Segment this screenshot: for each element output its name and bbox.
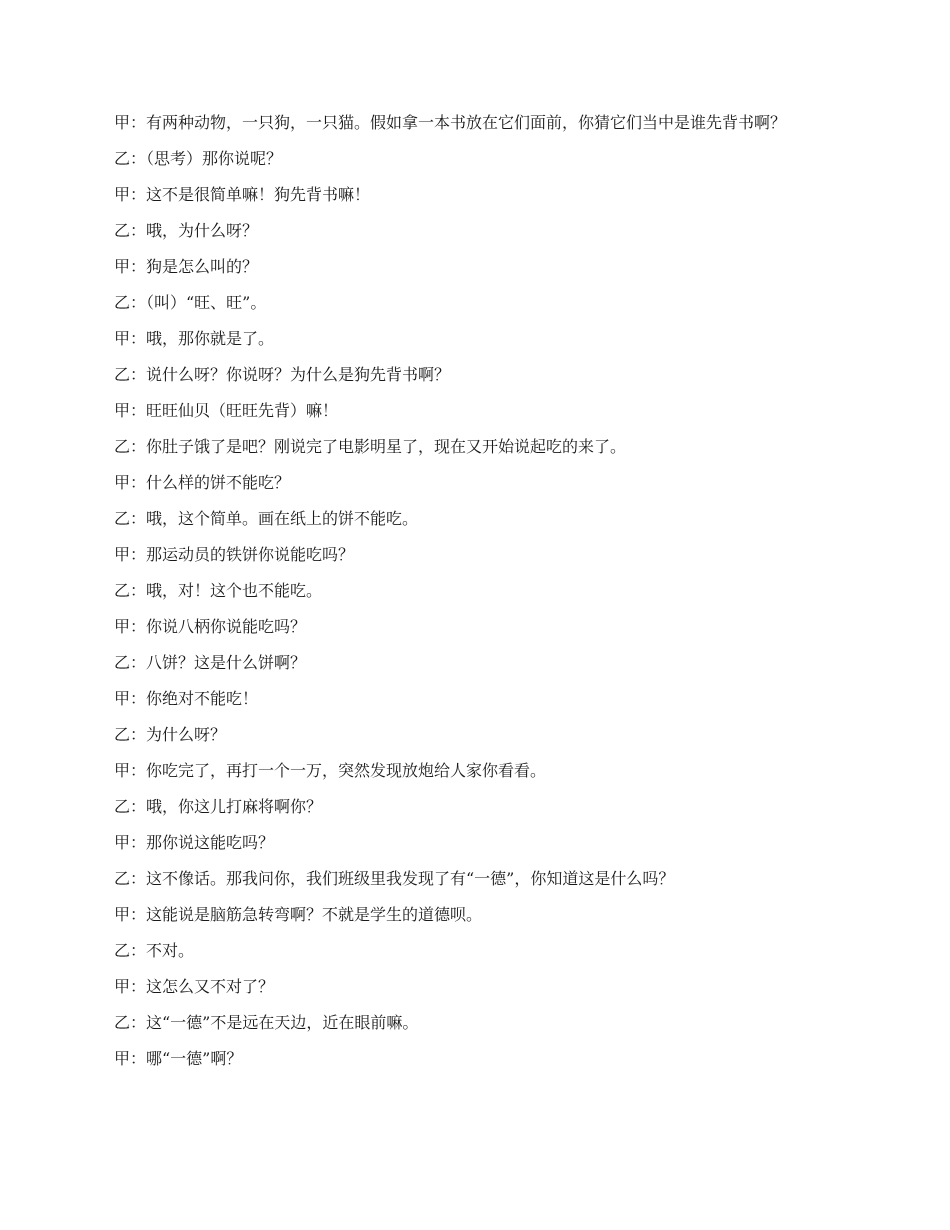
dialogue-line: 甲：你吃完了，再打一个一万，突然发现放炮给人家你看看。 — [114, 761, 547, 780]
dialogue-line: 甲：什么样的饼不能吃？ — [114, 473, 291, 492]
dialogue-line: 甲：这怎么又不对了？ — [114, 977, 275, 996]
dialogue-line: 甲：这不是很简单嘛！狗先背书嘛！ — [114, 185, 371, 204]
dialogue-line: 甲：你绝对不能吃！ — [114, 689, 259, 708]
dialogue-line: 乙：不对。 — [114, 941, 195, 960]
dialogue-line: 甲：旺旺仙贝（旺旺先背）嘛！ — [114, 401, 339, 420]
dialogue-line: 乙：八饼？这是什么饼啊？ — [114, 653, 307, 672]
dialogue-line: 甲：哦，那你就是了。 — [114, 329, 275, 348]
dialogue-line: 乙：哦，这个简单。画在纸上的饼不能吃。 — [114, 509, 419, 528]
dialogue-line: 甲：有两种动物，一只狗，一只猫。假如拿一本书放在它们面前，你猜它们当中是谁先背书啊？ — [114, 113, 787, 132]
dialogue-line: 乙：（思考）那你说呢？ — [114, 149, 283, 168]
dialogue-line: 甲：你说八柄你说能吃吗？ — [114, 617, 307, 636]
dialogue-body — [114, 111, 840, 1070]
dialogue-line: 乙：为什么呀？ — [114, 725, 227, 744]
dialogue-line: 甲：那你说这能吃吗？ — [114, 833, 275, 852]
dialogue-line: 甲：狗是怎么叫的？ — [114, 257, 259, 276]
dialogue-line: 乙：这不像话。那我问你，我们班级里我发现了有“一德”，你知道这是什么吗？ — [114, 869, 675, 888]
dialogue-line: 乙：哦，为什么呀？ — [114, 221, 259, 240]
dialogue-line: 乙：你肚子饿了是吧？刚说完了电影明星了，现在又开始说起吃的来了。 — [114, 437, 627, 456]
dialogue-line: 甲：那运动员的铁饼你说能吃吗？ — [114, 545, 355, 564]
dialogue-line: 甲：哪“一德”啊？ — [114, 1049, 243, 1068]
dialogue-line: 乙：哦，你这儿打麻将啊你？ — [114, 797, 323, 816]
dialogue-line: 乙：这“一德”不是远在天边，近在眼前嘛。 — [114, 1013, 419, 1032]
dialogue-line: 乙：说什么呀？你说呀？为什么是狗先背书啊？ — [114, 365, 451, 384]
dialogue-line: 甲：这能说是脑筋急转弯啊？不就是学生的道德呗。 — [114, 905, 483, 924]
dialogue-line: 乙：（叫）“旺、旺”。 — [114, 293, 267, 312]
dialogue-line: 乙：哦，对！这个也不能吃。 — [114, 581, 323, 600]
